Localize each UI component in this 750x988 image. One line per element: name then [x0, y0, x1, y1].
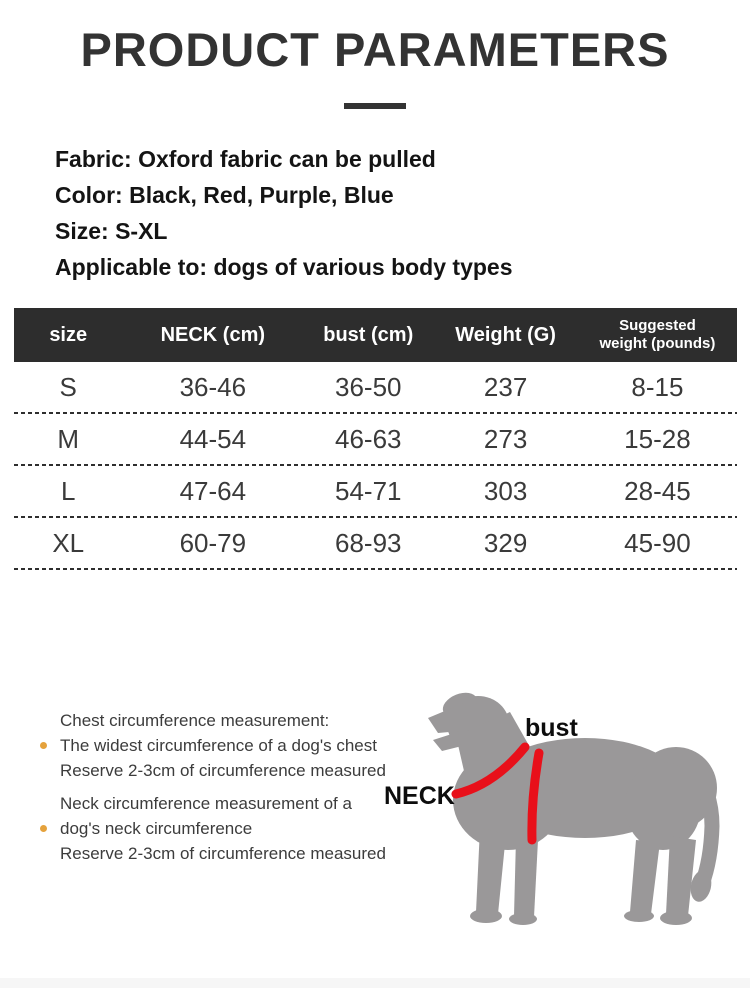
bullet-dot-icon	[40, 742, 47, 749]
bust-label: bust	[525, 714, 578, 742]
cell-size: S	[59, 371, 77, 402]
table-row	[14, 414, 737, 464]
spec-size: Size: S-XL	[55, 218, 168, 244]
column-header-neck: NECK (cm)	[160, 323, 266, 346]
page-title: PRODUCT PARAMETERS	[80, 23, 670, 76]
cell-suggested: 15-28	[624, 423, 691, 454]
footer-band	[0, 978, 750, 988]
cell-suggested: 8-15	[631, 371, 684, 402]
cell-neck: 60-79	[179, 527, 247, 558]
note-chest: Chest circumference measurement: The widest circumference of a dog's chest Reserve 2-3cm of circumference measured	[38, 708, 410, 783]
column-header-weight: Weight (G)	[455, 323, 556, 346]
title-underline	[344, 103, 406, 109]
table-row	[14, 466, 737, 516]
column-header-bust: bust (cm)	[323, 323, 414, 346]
column-header-size: size	[49, 323, 88, 346]
table-row	[14, 518, 737, 568]
cell-bust: 68-93	[335, 527, 402, 558]
spec-list	[55, 141, 513, 285]
size-chart-table	[14, 308, 737, 570]
cell-size: XL	[52, 527, 85, 558]
row-divider	[14, 568, 737, 570]
table-row	[14, 362, 737, 412]
cell-bust: 36-50	[335, 371, 402, 402]
cell-bust: 46-63	[335, 423, 402, 454]
bullet-dot-icon	[40, 825, 47, 832]
cell-neck: 36-46	[179, 371, 247, 402]
neck-label: NECK	[384, 782, 455, 810]
note-neck: Neck circumference measurement of a dog's neck circumference Reserve 2-3cm of circumference measured	[38, 791, 410, 866]
cell-neck: 44-54	[179, 423, 247, 454]
cell-size: L	[60, 475, 76, 506]
cell-weight: 329	[483, 527, 528, 558]
cell-bust: 54-71	[335, 475, 402, 506]
cell-weight: 237	[483, 371, 528, 402]
cell-neck: 47-64	[179, 475, 247, 506]
spec-color: Color: Black, Red, Purple, Blue	[55, 182, 394, 208]
column-header-suggested-weight: Suggested weight (pounds)	[599, 317, 716, 352]
spec-fabric: Fabric: Oxford fabric can be pulled	[55, 146, 436, 172]
table-header-row	[14, 308, 737, 362]
cell-weight: 273	[483, 423, 528, 454]
cell-weight: 303	[483, 475, 528, 506]
measurement-notes	[38, 708, 410, 874]
cell-suggested: 28-45	[624, 475, 691, 506]
spec-applicable: Applicable to: dogs of various body types	[55, 254, 513, 280]
cell-size: M	[57, 423, 80, 454]
cell-suggested: 45-90	[624, 527, 691, 558]
